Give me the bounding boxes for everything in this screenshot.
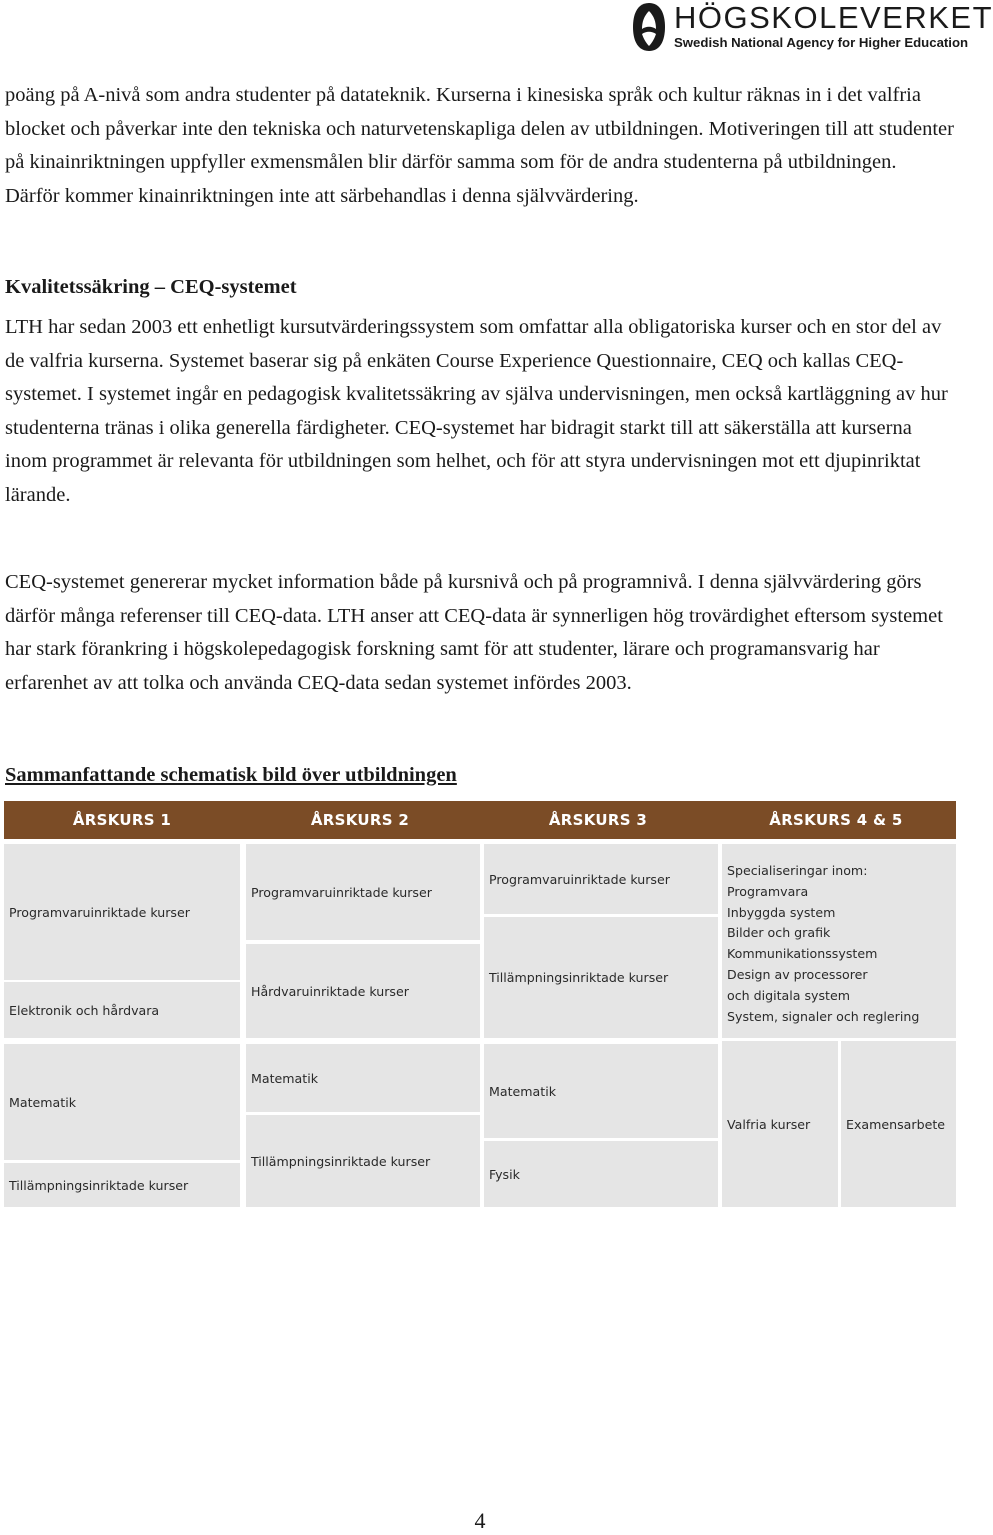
logo-name: HÖGSKOLEVERKET (674, 0, 993, 35)
box-y2-applied: Tillämpningsinriktade kurser (246, 1115, 480, 1207)
paragraph-ceq-data: CEQ-systemet genererar mycket information både på kursnivå och på programnivå. I denna självvärdering görs därför många referenser till CEQ-data. LTH anser att CEQ-data är synnerligen hög trovärdighet eftersom systemet har stark förankring i högskolepedagogisk forskning samt för att studenter, lärare och programansvarig har erfarenhet av att tolka och använda CEQ-data sedan systemet infördes 2003. (5, 571, 943, 694)
spec-line: och digitala system (727, 987, 851, 1003)
box-y1-math: Matematik (4, 1044, 240, 1160)
box-y45-specializations (722, 844, 956, 1038)
box-y45-thesis: Examensarbete (841, 1041, 956, 1207)
year-header-bar (4, 801, 956, 839)
spec-line: Design av processorer (727, 966, 868, 982)
paragraph-intro: poäng på A-nivå som andra studenter på datateknik. Kurserna i kinesiska språk och kultur räknas in i det valfria blocket och påverkar inte den tekniska och naturvetenskapliga delen av utbildningen. Motiveringen till att studenter på kinainriktningen uppfyller exmensmålen blir därför samma som för de andra studenterna på utbildningen. Därför kommer kinainriktningen inte att särbehandlas i denna självvärdering. (5, 84, 954, 207)
heading-summary: Sammanfattande schematisk bild över utbildningen (5, 764, 457, 786)
box-y3-applied: Tillämpningsinriktade kurser (484, 917, 718, 1038)
logo-mark-icon (632, 2, 666, 52)
page-number: 4 (474, 1508, 486, 1533)
box-y2-math: Matematik (246, 1044, 480, 1112)
spec-line: Specialiseringar inom: (727, 863, 868, 878)
box-y3-physics: Fysik (484, 1141, 718, 1207)
hogskoleverket-logo (630, 0, 993, 56)
heading-ceq: Kvalitetssäkring – CEQ-systemet (5, 276, 297, 298)
year-label-2: ÅRSKURS 2 (310, 811, 410, 829)
specialization-list (727, 844, 919, 1027)
box-y3-software: Programvaruinriktade kurser (484, 844, 718, 914)
box-y1-electronics: Elektronik och hårdvara (4, 982, 240, 1038)
spec-line: Inbyggda system (727, 904, 836, 920)
box-y3-math: Matematik (484, 1044, 718, 1138)
spec-line: Bilder och grafik (727, 925, 831, 941)
paragraph-ceq: LTH har sedan 2003 ett enhetligt kursutvärderingssystem som omfattar alla obligatoriska kurser och en stor del av de valfria kurserna. Systemet baserar sig på enkäten Course Experience Questionnaire, CEQ och kallas CEQ-systemet. I systemet ingår en pedagogisk kvalitetssäkring av själva undervisningen, men också kartläggning av hur studenterna tränas i olika generella färdigheter. CEQ-systemet har bidragit starkt till att säkerställa att kurserna inom programmet är relevanta för utbildningen som helhet, och för att styra undervisningen mot ett djupinriktat lärande. (5, 316, 948, 506)
box-y1-applied: Tillämpningsinriktade kurser (4, 1163, 240, 1207)
spec-line: Programvara (727, 883, 809, 899)
logo-subtitle: Swedish National Agency for Higher Education (674, 35, 969, 50)
program-schematic (4, 801, 956, 1207)
box-y1-software: Programvaruinriktade kurser (4, 844, 240, 980)
box-y2-software: Programvaruinriktade kurser (246, 844, 480, 940)
year-label-45: ÅRSKURS 4 & 5 (769, 811, 903, 829)
box-y2-hardware: Hårdvaruinriktade kurser (246, 944, 480, 1038)
year-label-3: ÅRSKURS 3 (548, 811, 648, 829)
spec-line: Kommunikationssystem (727, 946, 878, 962)
box-y45-electives: Valfria kurser (722, 1041, 838, 1207)
spec-line: System, signaler och reglering (727, 1008, 920, 1024)
year-label-1: ÅRSKURS 1 (72, 811, 172, 829)
